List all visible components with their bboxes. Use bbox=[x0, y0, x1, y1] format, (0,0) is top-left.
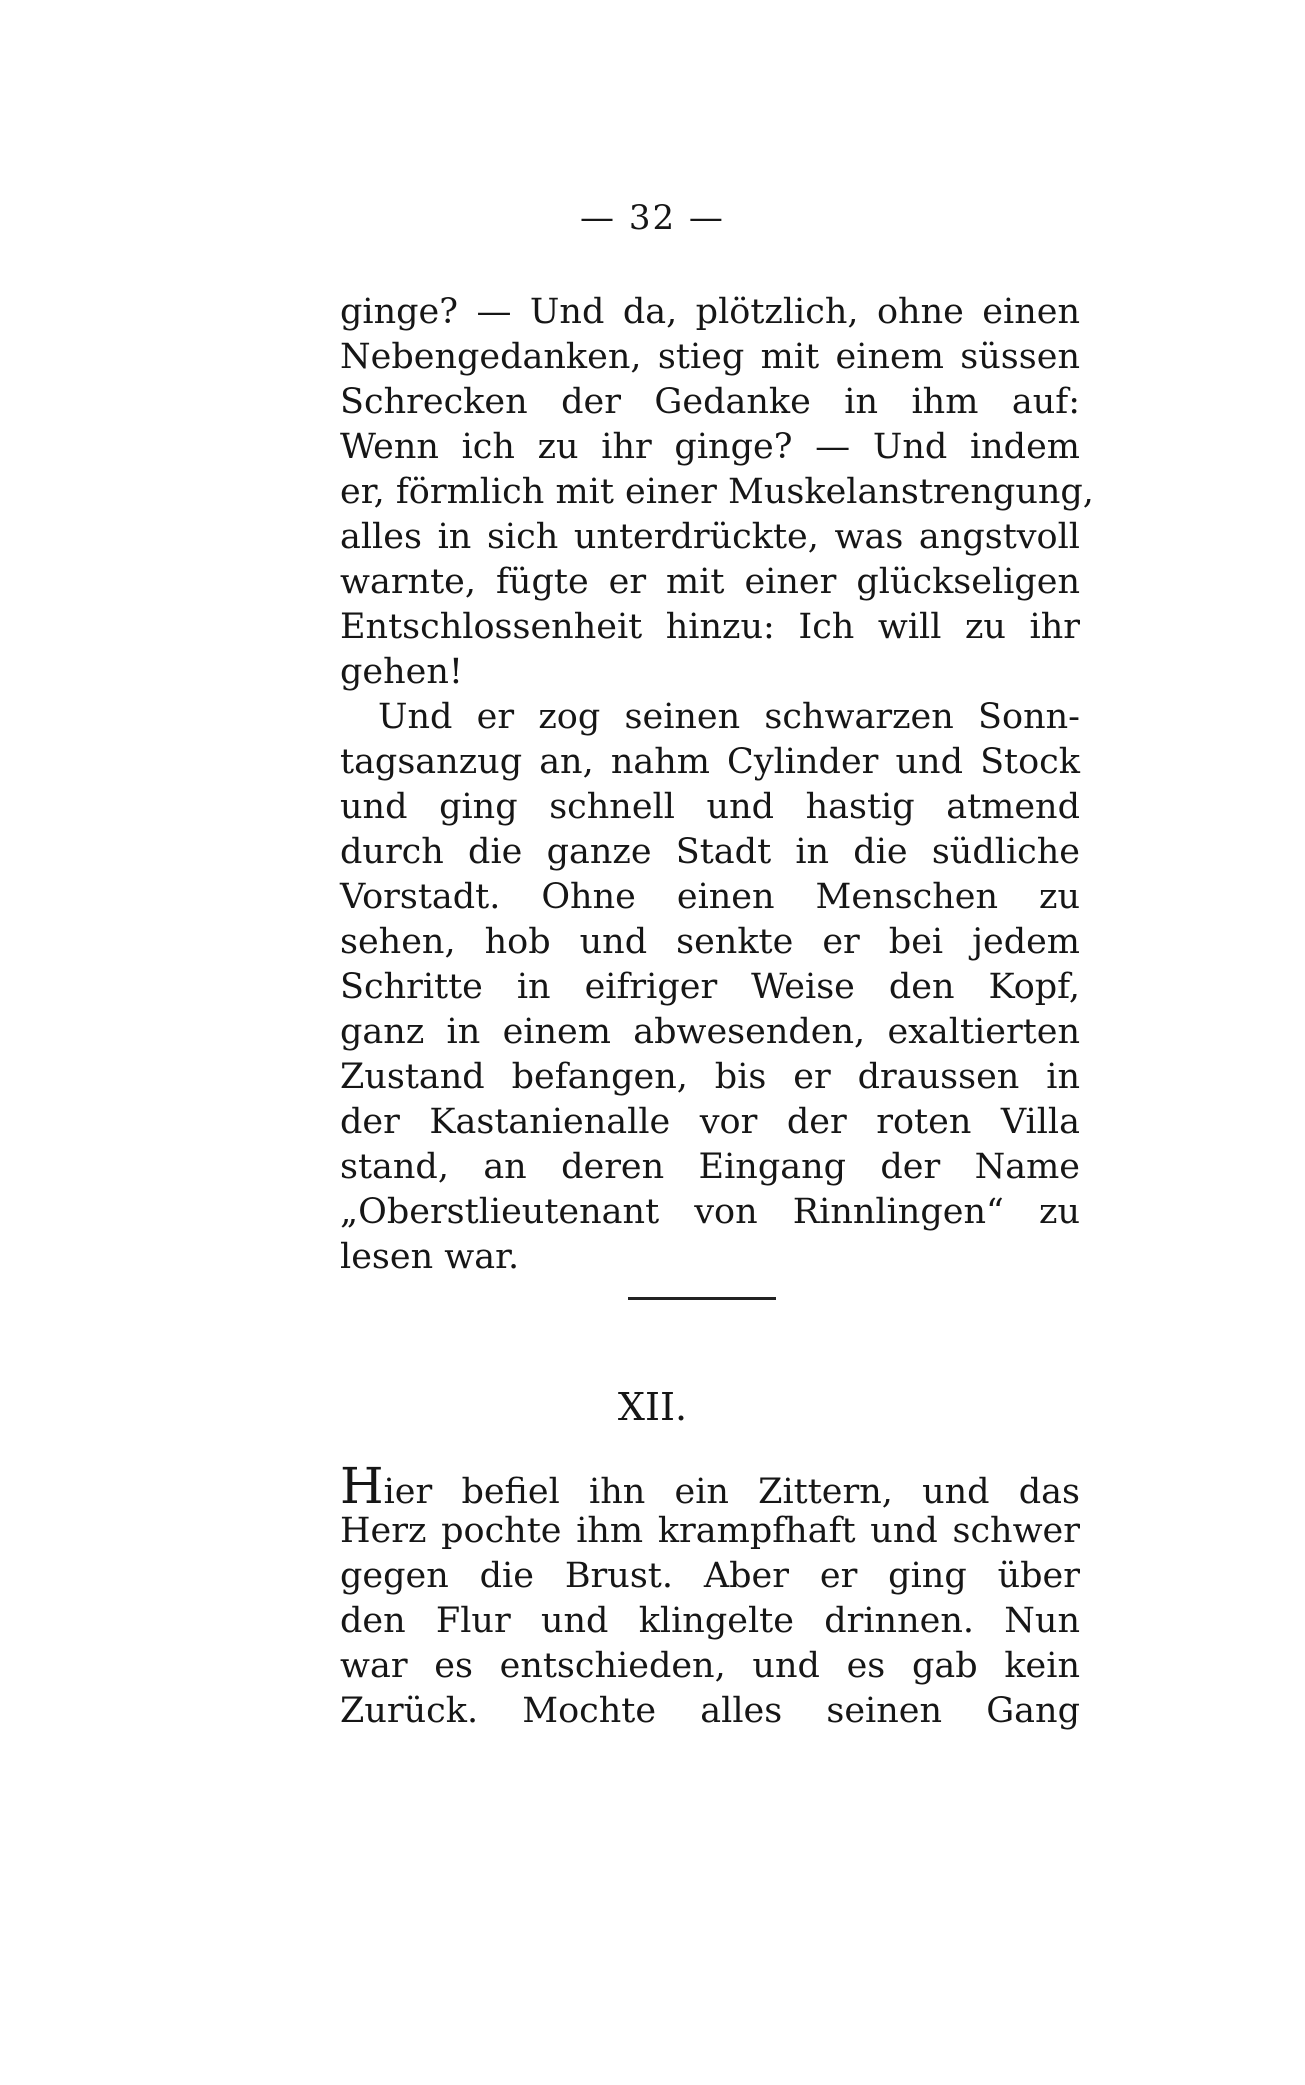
paragraph-line: Schritte in eifriger Weise den Kopf, bbox=[340, 967, 1080, 1007]
paragraph-line: warnte, fügte er mit einer glückseligen bbox=[340, 562, 1080, 602]
paragraph-line: er, förmlich mit einer Muskelanstrengung, bbox=[340, 472, 1094, 512]
paragraph-line: sehen, hob und senkte er bei jedem bbox=[340, 922, 1080, 962]
paragraph-line: Schrecken der Gedanke in ihm auf: bbox=[340, 382, 1080, 422]
paragraph-line: tagsanzug an, nahm Cylinder und Stock bbox=[340, 742, 1080, 782]
paragraph-line: gegen die Brust. Aber er ging über bbox=[340, 1556, 1080, 1596]
paragraph-line: Nebengedanken, stieg mit einem süssen bbox=[340, 337, 1080, 377]
chapter-first-line bbox=[340, 1457, 1080, 1515]
paragraph-line: Vorstadt. Ohne einen Menschen zu bbox=[340, 877, 1080, 917]
paragraph-line: Zustand befangen, bis er draussen in bbox=[340, 1057, 1080, 1097]
paragraph-line: durch die ganze Stadt in die südliche bbox=[340, 832, 1080, 872]
paragraph-line: den Flur und klingelte drinnen. Nun bbox=[340, 1601, 1080, 1641]
paragraph-line: Herz pochte ihm krampfhaft und schwer bbox=[340, 1511, 1080, 1551]
section-divider bbox=[628, 1297, 776, 1300]
paragraph-line: Zurück. Mochte alles seinen Gang bbox=[340, 1691, 1080, 1731]
chapter-heading: XII. bbox=[617, 1385, 688, 1429]
paragraph-line: stand, an deren Eingang der Name bbox=[340, 1147, 1080, 1187]
page-number: — 32 — bbox=[580, 198, 725, 238]
paragraph-line: Und er zog seinen schwarzen Sonn- bbox=[378, 697, 1080, 737]
paragraph-line: gehen! bbox=[340, 652, 463, 692]
paragraph-line: und ging schnell und hastig atmend bbox=[340, 787, 1080, 827]
first-line-text: ier befiel ihn ein Zittern, und das bbox=[383, 1472, 1080, 1512]
paragraph-line: „Oberstlieutenant von Rinnlingen“ zu bbox=[340, 1192, 1080, 1232]
paragraph-line: lesen war. bbox=[340, 1237, 520, 1277]
paragraph-line: der Kastanienalle vor der roten Villa bbox=[340, 1102, 1080, 1142]
paragraph-line: Entschlossenheit hinzu: Ich will zu ihr bbox=[340, 607, 1080, 647]
paragraph-line: war es entschieden, und es gab kein bbox=[340, 1646, 1080, 1686]
paragraph-line: ganz in einem abwesenden, exaltierten bbox=[340, 1012, 1080, 1052]
paragraph-line: Wenn ich zu ihr ginge? — Und indem bbox=[340, 427, 1080, 467]
paragraph-line: ginge? — Und da, plötzlich, ohne einen bbox=[340, 292, 1080, 332]
paragraph-line: alles in sich unterdrückte, was angstvoll bbox=[340, 517, 1080, 557]
dropcap: H bbox=[340, 1457, 384, 1515]
